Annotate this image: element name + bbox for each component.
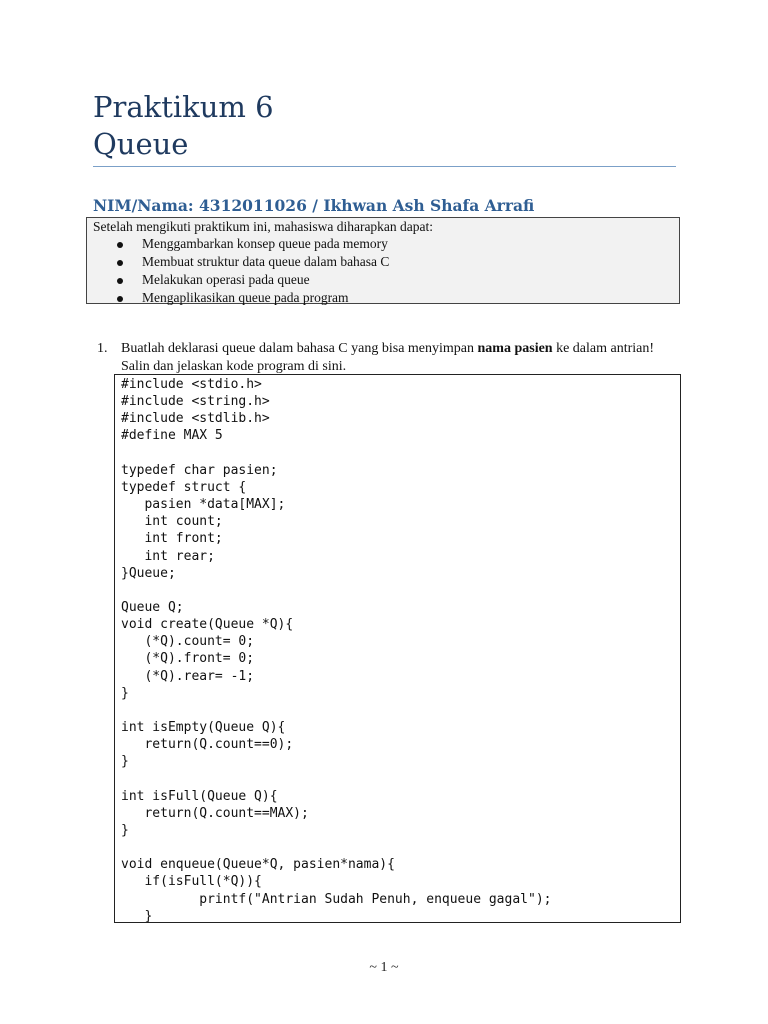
objective-text: Melakukan operasi pada queue: [142, 272, 310, 287]
question-text-bold: nama pasien: [477, 341, 553, 356]
page-title: Praktikum 6: [93, 90, 274, 124]
code-line: void enqueue(Queue*Q, pasien*nama){: [121, 857, 395, 873]
code-line: int isFull(Queue Q){: [121, 788, 278, 804]
code-line: Queue Q;: [121, 600, 184, 615]
code-line: pasien *data[MAX];: [121, 497, 286, 513]
code-line: [121, 771, 551, 788]
bullet-icon: [117, 260, 123, 266]
objectives-box: [86, 217, 680, 304]
code-line: [121, 445, 551, 462]
objective-text: Menggambarkan konsep queue pada memory: [142, 236, 388, 251]
code-box: [114, 374, 681, 923]
code-line: #include <string.h>: [121, 394, 270, 410]
title-divider: [93, 166, 676, 167]
code-line: #include <stdlib.h>: [121, 411, 270, 427]
code-line: int rear;: [121, 548, 215, 564]
code-line: #define MAX 5: [121, 428, 223, 444]
code-line: (*Q).count= 0;: [121, 634, 255, 650]
code-line: }: [121, 754, 129, 770]
code-line: [121, 839, 551, 856]
code-line: typedef char pasien;: [121, 462, 278, 478]
bullet-icon: [117, 296, 123, 302]
objectives-intro: Setelah mengikuti praktikum ini, mahasiswa diharapkan dapat:: [93, 219, 434, 234]
code-line: }Queue;: [121, 565, 176, 581]
code-line: return(Q.count==0);: [121, 737, 294, 753]
page-subtitle: Queue: [93, 127, 189, 161]
code-line: int front;: [121, 531, 223, 547]
bullet-icon: [117, 278, 123, 284]
code-line: (*Q).rear= -1;: [121, 668, 255, 684]
bullet-icon: [117, 242, 123, 248]
code-line: return(Q.count==MAX);: [121, 805, 309, 821]
page-number: ~ 1 ~: [369, 960, 399, 975]
code-line: [121, 702, 551, 719]
question-number: 1.: [97, 341, 108, 356]
code-line: int count;: [121, 514, 223, 530]
question-text-part: ke dalam antrian! Salin dan jelaskan kode program di sini.: [121, 341, 655, 374]
code-line: }: [121, 908, 153, 923]
code-line: (*Q).front= 0;: [121, 651, 255, 667]
objective-text: Mengaplikasikan queue pada program: [142, 290, 349, 305]
student-id-heading: NIM/Nama: 4312011026 / Ikhwan Ash Shafa Arrafi: [93, 196, 535, 215]
code-line: }: [121, 685, 129, 701]
question-text: [121, 340, 681, 376]
code-line: void create(Queue *Q){: [121, 617, 294, 633]
objective-text: Membuat struktur data queue dalam bahasa C: [142, 254, 390, 269]
code-line: if(isFull(*Q)){: [121, 874, 262, 890]
code-line: [121, 582, 551, 599]
code-block: [121, 376, 551, 923]
question-text-part: Buatlah deklarasi queue dalam bahasa C yang bisa menyimpan: [121, 341, 478, 356]
code-line: }: [121, 823, 129, 838]
code-line: int isEmpty(Queue Q){: [121, 720, 286, 736]
code-line: #include <stdio.h>: [121, 377, 262, 392]
code-line: typedef struct {: [121, 479, 247, 495]
code-line: printf("Antrian Sudah Penuh, enqueue gagal");: [121, 891, 552, 907]
